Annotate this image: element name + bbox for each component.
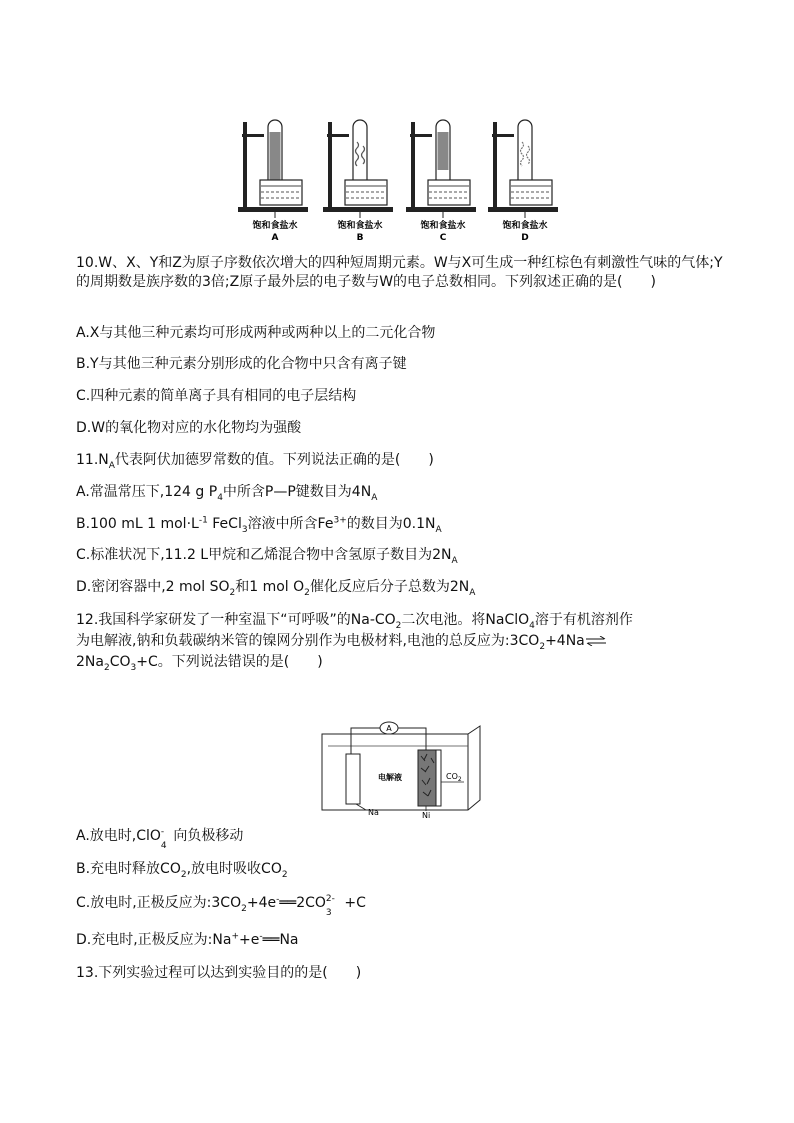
ammeter-label: A xyxy=(386,724,392,733)
tube-label-d: 饱和食盐水 xyxy=(502,221,548,231)
tube-letter-c: C xyxy=(439,233,447,243)
test-tube-figure xyxy=(230,112,570,247)
ni-electrode xyxy=(418,750,436,806)
q10-option-c: C.四种元素的简单离子具有相同的电子层结构 xyxy=(76,388,357,404)
tube-letter-b: B xyxy=(356,233,364,243)
apparatus-a xyxy=(238,120,308,243)
tube-letter-d: D xyxy=(521,233,529,243)
q12-option-c: C.放电时,正极反应为$:3CO_2+4e^-══2CO$ 2- 3 +C xyxy=(76,894,366,918)
q11-option-c: C.标准状况下,11.2 L甲烷和乙烯混合物中含氢原子数目为$2N_A$ xyxy=(76,547,458,566)
q10-stem: 10.W、X、Y和Z为原子序数依次增大的四种短周期元素。W与X可生成一种红棕色有刺激性气味的气体;Y的周期数是族序数的3倍;Z原子最外层的电子数与W的电子总数相同。下列叙述正确的是( ) xyxy=(76,255,723,290)
na-label: Na xyxy=(368,808,379,817)
q11-option-a: A.常温常压下,124 g $P_4$中所含P—P键数目为$4N_A$ xyxy=(76,484,378,503)
q12-option-a: A.放电时,ClO - 4 向负极移动 xyxy=(76,827,244,851)
na-electrode xyxy=(346,754,360,804)
q12-stem-line3: $2Na_2CO_3+C$。下列说法错误的是( ) xyxy=(76,654,323,673)
q12-option-b: B.充电时释放$CO_2$,放电时吸收$CO_2$ xyxy=(76,861,288,880)
q10-option-d: D.W的氧化物对应的水化物均为强酸 xyxy=(76,420,302,436)
tube-label-a: 饱和食盐水 xyxy=(252,221,298,231)
q12-option-d: D.充电时,正极反应为:Na++e-══Na xyxy=(76,931,299,948)
tube-label-b: 饱和食盐水 xyxy=(337,221,383,231)
apparatus-d xyxy=(488,120,558,243)
ni-label: Ni xyxy=(422,811,431,818)
tube-letter-a: A xyxy=(271,233,279,243)
reversible-arrow-icon xyxy=(585,636,607,646)
q12-stem-line1: 12.我国科学家研发了一种室温下“可呼吸”的$Na-CO_2$二次电池。将NaClO$_4$溶于有机溶剂作 xyxy=(76,612,633,631)
q11-option-b: B.100 mL 1 $mol\cdot L^{-1}$ FeCl$_3$溶液中所含$Fe^{3+}$的数目为$0.1N_A$ xyxy=(76,515,442,535)
q11-stem: $11.N_A$代表阿伏加德罗常数的值。下列说法正确的是( ) xyxy=(76,452,434,471)
tube-label-c: 饱和食盐水 xyxy=(420,221,466,231)
apparatus-b xyxy=(323,120,393,243)
co2-label: $CO_2$ xyxy=(446,772,462,783)
electrolyte-label: 电解液 xyxy=(378,773,402,782)
q13-stem: 13.下列实验过程可以达到实验目的的是( ) xyxy=(76,965,362,981)
q12-stem-line2: 为电解液,钠和负载碳纳米管的镍网分别作为电极材料,电池的总反应为$:3CO_2+4Na$ xyxy=(76,631,607,651)
q11-option-d: D.密闭容器中,2 mol $SO_2$和1 mol $O_2$催化反应后分子总数为$2N_A$ xyxy=(76,579,476,598)
q10-option-a: A.X与其他三种元素均可形成两种或两种以上的二元化合物 xyxy=(76,325,436,341)
battery-diagram xyxy=(318,718,483,818)
q10-option-b: B.Y与其他三种元素分别形成的化合物中只含有离子键 xyxy=(76,356,407,372)
apparatus-c xyxy=(406,120,476,243)
